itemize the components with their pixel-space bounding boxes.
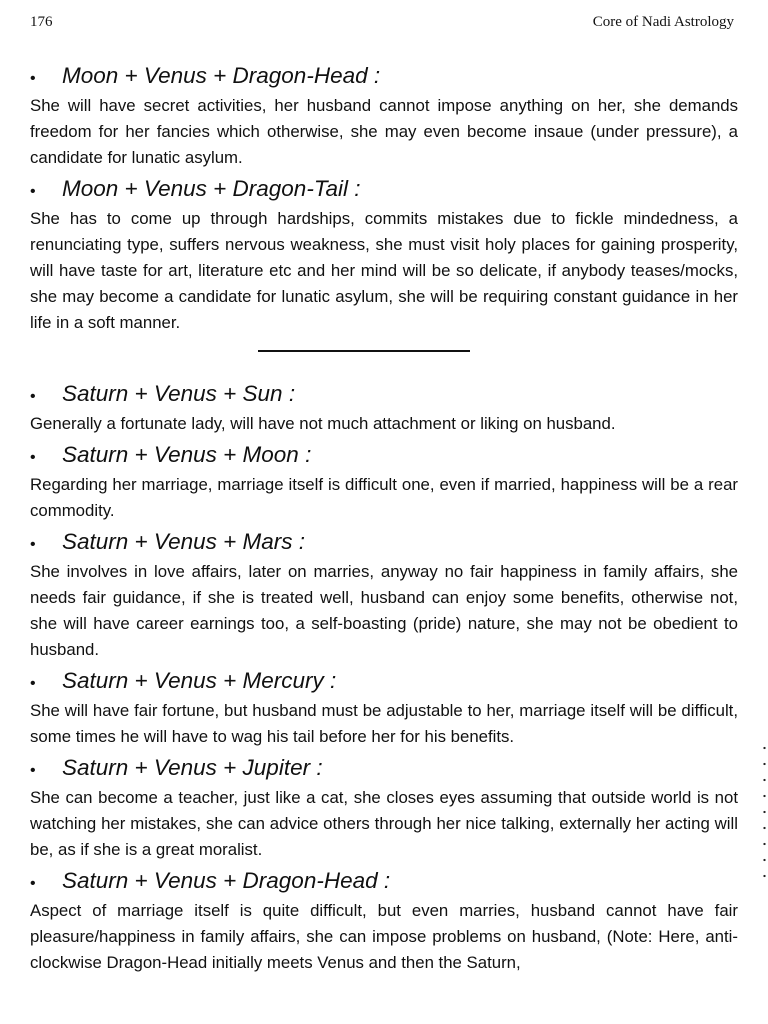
- bullet-icon: •: [30, 675, 36, 692]
- page-header: [30, 14, 734, 38]
- entry-body: Generally a fortunate lady, will have not much attachment or liking on husband.: [30, 414, 616, 433]
- entry-body: She involves in love affairs, later on marries, anyway no fair happiness in family affairs, she needs fair guidance, if she is treated well, husband can enjoy some benefits, otherwise not, she will have career earnings too, a self-boasting (pride) nature, she may not be obedient to husband.: [30, 562, 738, 659]
- entry-saturn-venus-dragon-head: [30, 867, 738, 976]
- entry-moon-venus-dragon-head: [30, 62, 738, 171]
- entry-heading-text: Moon + Venus + Dragon-Head :: [62, 63, 381, 88]
- bullet-icon: •: [30, 449, 36, 466]
- entry-heading: [30, 441, 738, 472]
- running-title: Core of Nadi Astrology: [592, 14, 734, 30]
- entry-heading: [30, 754, 738, 785]
- page-edge-marks: [763, 740, 766, 880]
- bullet-icon: •: [30, 70, 36, 87]
- entry-saturn-venus-sun: [30, 380, 738, 437]
- entry-heading: [30, 62, 738, 93]
- entry-heading-text: Saturn + Venus + Mercury :: [62, 668, 337, 693]
- page-number: 176: [30, 14, 53, 30]
- section-divider: [258, 350, 470, 352]
- entry-saturn-venus-moon: [30, 441, 738, 524]
- entry-body: Aspect of marriage itself is quite difficult, but even marries, husband cannot have fair pleasure/happiness in family affairs, she can impose problems on husband, (Note: Here, anti-clockwise Dragon-Head initially meets Venus and then the Saturn,: [30, 901, 738, 972]
- entry-saturn-venus-mercury: [30, 667, 738, 750]
- entry-body: She will have secret activities, her husband cannot impose anything on her, she demands freedom for her fancies which otherwise, she may even become insaue (under pressure), a candidate for lunatic asylum.: [30, 96, 738, 167]
- entry-body: She has to come up through hardships, commits mistakes due to fickle mindedness, a renunciating type, suffers nervous weakness, she must visit holy places for gaining prosperity, will have taste for art, literature etc and her mind will be so delicate, if anybody teases/mocks, she may become a candidate for lunatic asylum, she will be requiring constant guidance in her life in a soft manner.: [30, 209, 738, 332]
- entry-heading-text: Saturn + Venus + Sun :: [62, 381, 296, 406]
- entry-heading-text: Moon + Venus + Dragon-Tail :: [62, 176, 361, 201]
- entry-heading-text: Saturn + Venus + Jupiter :: [62, 755, 323, 780]
- bullet-icon: •: [30, 875, 36, 892]
- entry-moon-venus-dragon-tail: [30, 175, 738, 336]
- bullet-icon: •: [30, 762, 36, 779]
- entry-saturn-venus-jupiter: [30, 754, 738, 863]
- entry-heading-text: Saturn + Venus + Moon :: [62, 442, 312, 467]
- page-content: [30, 62, 738, 980]
- entry-body: She will have fair fortune, but husband must be adjustable to her, marriage itself will be difficult, some times he will have to wag his tail before her for his benefits.: [30, 701, 738, 746]
- bullet-icon: •: [30, 388, 36, 405]
- entry-body: She can become a teacher, just like a cat, she closes eyes assuming that outside world is not watching her mistakes, she can advice others through her nice talking, externally her acting will be, as if she is a great moralist.: [30, 788, 738, 859]
- entry-heading: [30, 667, 738, 698]
- entry-saturn-venus-mars: [30, 528, 738, 663]
- entry-heading: [30, 528, 738, 559]
- entry-heading: [30, 867, 738, 898]
- entry-heading-text: Saturn + Venus + Dragon-Head :: [62, 868, 391, 893]
- entry-heading: [30, 175, 738, 206]
- bullet-icon: •: [30, 536, 36, 553]
- entry-heading-text: Saturn + Venus + Mars :: [62, 529, 306, 554]
- bullet-icon: •: [30, 183, 36, 200]
- entry-body: Regarding her marriage, marriage itself is difficult one, even if married, happiness will be a rear commodity.: [30, 475, 738, 520]
- entry-heading: [30, 380, 738, 411]
